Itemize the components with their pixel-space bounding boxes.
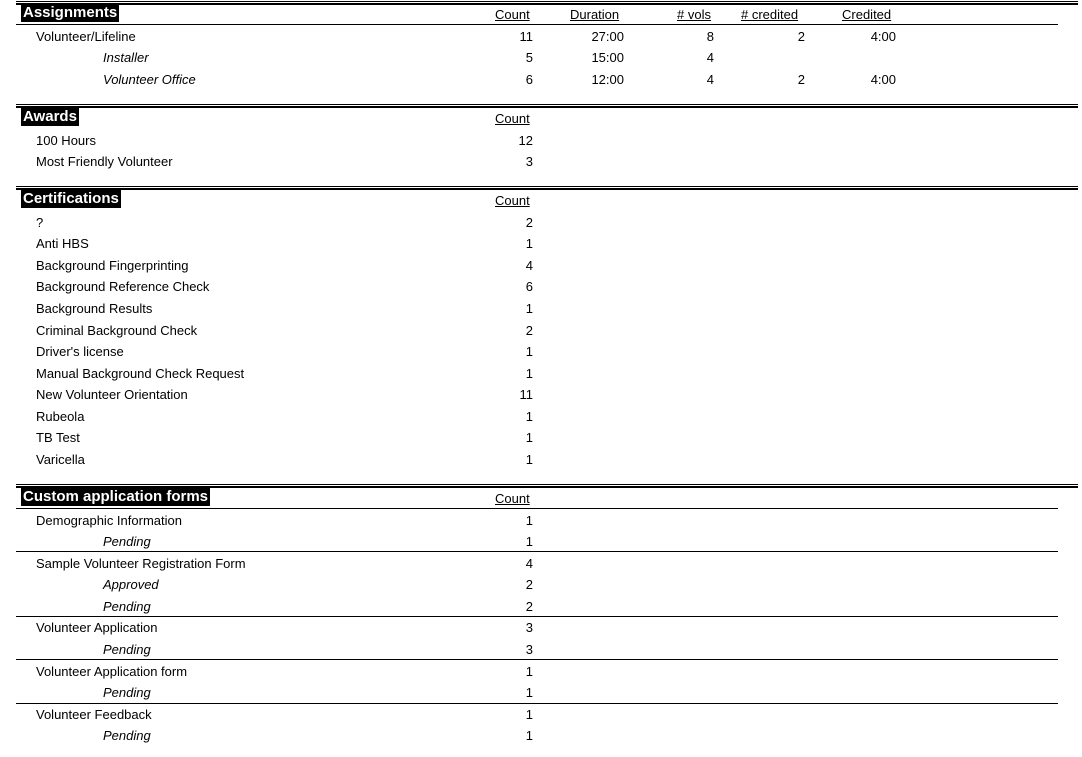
column-header-count: Count [495, 7, 530, 22]
section-title: Certifications [23, 190, 119, 207]
row-count: 1 [525, 452, 533, 467]
row-vols: 4 [706, 50, 714, 65]
row-credited: 4:00 [870, 72, 896, 87]
group-divider [16, 659, 1058, 660]
row-count: 1 [525, 409, 533, 424]
row-duration: 12:00 [591, 72, 624, 87]
group-divider [16, 551, 1058, 552]
status-label: Pending [103, 599, 151, 614]
status-label: Pending [103, 728, 151, 743]
status-label: Approved [103, 577, 159, 592]
row-label: Background Results [36, 301, 153, 316]
row-count: 6 [525, 72, 533, 87]
certifications-section [16, 186, 1078, 482]
column-header-count: Count [495, 193, 530, 208]
column-header-vols: # vols [677, 7, 711, 22]
form-count: 3 [525, 620, 533, 635]
form-count: 1 [525, 513, 533, 528]
section-divider [16, 104, 1078, 108]
custom-forms-section [16, 484, 1078, 756]
row-credited-count: 2 [797, 29, 805, 44]
form-name: Volunteer Application [36, 620, 158, 635]
row-label: Volunteer Office [103, 72, 196, 87]
row-label: Anti HBS [36, 236, 89, 251]
row-count: 1 [525, 236, 533, 251]
assignments-section [16, 0, 1078, 100]
section-title: Awards [23, 108, 77, 125]
row-label: Varicella [36, 452, 85, 467]
status-count: 2 [525, 599, 533, 614]
section-title: Custom application forms [23, 488, 209, 505]
group-divider [16, 508, 1058, 509]
row-label: Background Reference Check [36, 279, 210, 294]
row-label: Most Friendly Volunteer [36, 154, 173, 169]
row-credited: 4:00 [870, 29, 896, 44]
row-label: Background Fingerprinting [36, 258, 189, 273]
row-label: TB Test [36, 430, 80, 445]
row-count: 1 [525, 366, 533, 381]
row-count: 11 [519, 29, 533, 44]
row-count: 6 [525, 279, 533, 294]
row-count: 5 [525, 50, 533, 65]
row-duration: 27:00 [591, 29, 624, 44]
row-label: New Volunteer Orientation [36, 387, 188, 402]
group-divider [16, 703, 1058, 704]
section-divider [16, 1, 1078, 5]
row-label: Installer [103, 50, 149, 65]
row-label: Rubeola [36, 409, 85, 424]
status-count: 1 [525, 685, 533, 700]
section-title: Assignments [23, 4, 118, 21]
column-header-count: Count [495, 491, 530, 506]
row-count: 4 [525, 258, 533, 273]
group-divider [16, 616, 1058, 617]
row-vols: 4 [706, 72, 714, 87]
form-name: Demographic Information [36, 513, 182, 528]
row-count: 2 [525, 323, 533, 338]
row-count: 12 [518, 133, 533, 148]
row-count: 2 [525, 215, 533, 230]
row-label: 100 Hours [36, 133, 96, 148]
form-name: Sample Volunteer Registration Form [36, 556, 246, 571]
form-count: 1 [525, 707, 533, 722]
row-count: 1 [525, 344, 533, 359]
status-count: 3 [525, 642, 533, 657]
row-label: Manual Background Check Request [36, 366, 245, 381]
row-count: 11 [519, 387, 533, 402]
status-label: Pending [103, 534, 151, 549]
form-name: Volunteer Application form [36, 664, 188, 679]
row-count: 1 [525, 430, 533, 445]
row-duration: 15:00 [591, 50, 624, 65]
column-header-credited-count: # credited [741, 7, 799, 22]
row-label: Criminal Background Check [36, 323, 198, 338]
row-count: 3 [525, 154, 533, 169]
awards-section [16, 104, 1078, 184]
row-label: Driver's license [36, 344, 124, 359]
row-label: Volunteer/Lifeline [36, 29, 136, 44]
status-count: 1 [525, 534, 533, 549]
column-header-credited: Credited [842, 7, 892, 22]
row-count: 1 [525, 301, 533, 316]
form-count: 1 [525, 664, 533, 679]
row-credited-count: 2 [797, 72, 805, 87]
status-count: 1 [525, 728, 533, 743]
status-label: Pending [103, 685, 151, 700]
status-label: Pending [103, 642, 151, 657]
row-vols: 8 [706, 29, 714, 44]
form-count: 4 [525, 556, 533, 571]
form-name: Volunteer Feedback [36, 707, 152, 722]
status-count: 2 [525, 577, 533, 592]
column-header-count: Count [495, 111, 530, 126]
section-divider [16, 186, 1078, 190]
row-label: ? [36, 215, 44, 230]
column-header-duration: Duration [570, 7, 620, 22]
header-underline [16, 24, 1058, 25]
